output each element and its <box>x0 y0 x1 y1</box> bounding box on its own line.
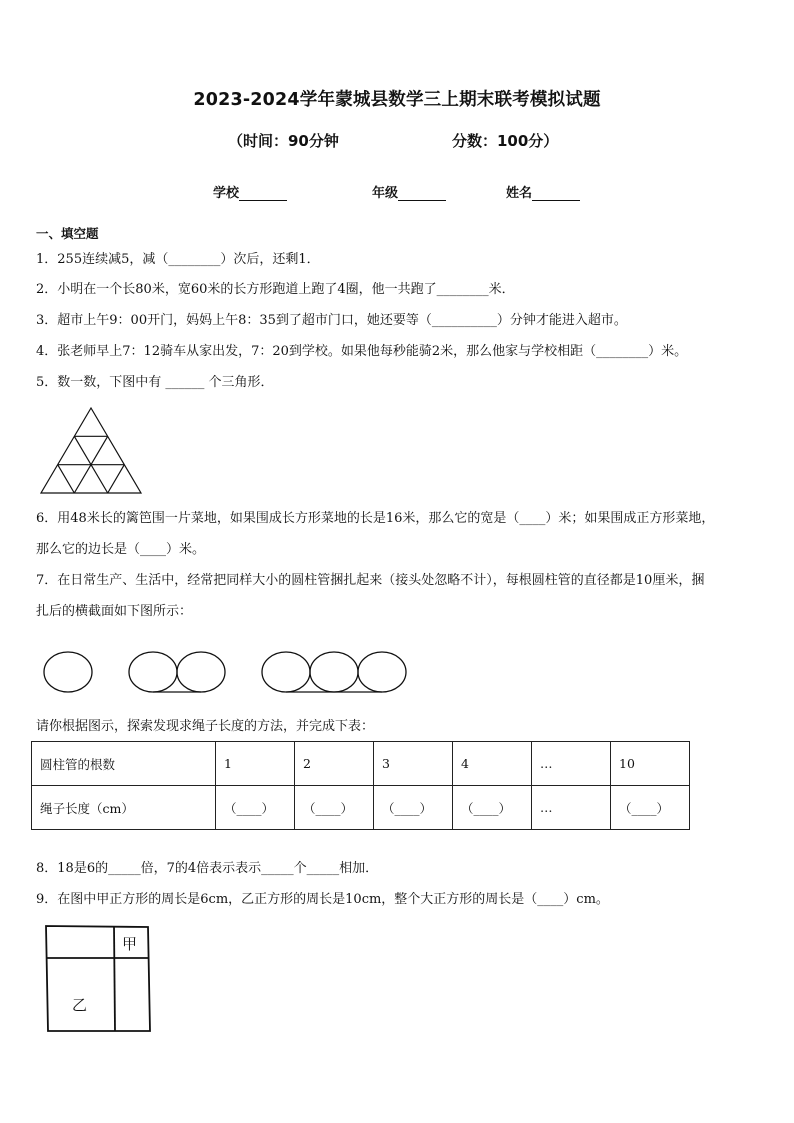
question-7-line-2: 扎后的横截面如下图所示： <box>36 604 193 619</box>
table-cell: （____） <box>453 786 532 830</box>
label-jia: 甲 <box>122 935 138 953</box>
table-cell: 3 <box>374 742 453 786</box>
triangle-figure <box>38 406 144 496</box>
question-1: 1．255连续减5，减（________）次后，还剩1． <box>36 252 320 267</box>
question-9: 9．在图中甲正方形的周长是6cm，乙正方形的周长是10cm，整个大正方形的周长是（____）cm。 <box>36 892 609 907</box>
table-cell: 10 <box>611 742 690 786</box>
table-cell: 1 <box>216 742 295 786</box>
school-label: 学校 <box>213 186 240 201</box>
table-cell: （____） <box>295 786 374 830</box>
grade-label: 年级 <box>372 186 399 201</box>
square-figure <box>42 922 154 1034</box>
question-8: 8．18是6的_____倍，7的4倍表示表示_____个_____相加． <box>36 861 379 876</box>
pipe-circle-single <box>44 652 92 692</box>
question-6-line-2: 那么它的边长是（____）米。 <box>36 542 206 557</box>
table-cell: （____） <box>374 786 453 830</box>
question-6-line-1: 6．用48米长的篱笆围一片菜地，如果围成长方形菜地的长是16米，那么它的宽是（____）米；如果围成正方形菜地， <box>36 511 715 526</box>
table-header-cell: 圆柱管的根数 <box>32 742 216 786</box>
table-cell: （____） <box>216 786 295 830</box>
name-blank <box>532 188 580 201</box>
pipe-circle-pair-1 <box>129 652 177 692</box>
pipe-circle-triple-1 <box>262 652 310 692</box>
question-2: 2．小明在一个长80米，宽60米的长方形跑道上跑了4圈，他一共跑了________米． <box>36 282 515 297</box>
pipe-circle-triple-3 <box>358 652 406 692</box>
table-row <box>32 786 690 830</box>
name-label: 姓名 <box>506 186 533 201</box>
total-score: 分数：100分） <box>452 132 559 150</box>
page-title: 2023-2024学年蒙城县数学三上期末联考模拟试题 <box>193 90 601 110</box>
time-limit: （时间：90分钟 <box>228 132 339 150</box>
pipe-circle-triple-2 <box>310 652 358 692</box>
question-3: 3．超市上午9：00开门，妈妈上午8：35到了超市门口，她还要等（__________）分钟才能进入超市。 <box>36 313 627 328</box>
question-4: 4．张老师早上7：12骑车从家出发，7：20到学校。如果他每秒能骑2米，那么他家与学校相距（________）米。 <box>36 344 688 359</box>
pipe-bundle-figure <box>40 648 410 696</box>
table-row <box>32 742 690 786</box>
name-field <box>506 182 580 201</box>
grade-field <box>372 182 446 201</box>
school-blank <box>239 188 287 201</box>
grade-blank <box>398 188 446 201</box>
table-cell: 2 <box>295 742 374 786</box>
table-cell: … <box>532 742 611 786</box>
school-field <box>213 182 287 201</box>
rope-length-table <box>31 741 690 830</box>
question-7-line-1: 7．在日常生产、生活中，经常把同样大小的圆柱管捆扎起来（接头处忽略不计），每根圆柱管的直径都是10厘米，捆 <box>36 573 705 588</box>
table-header-cell: 绳子长度（cm） <box>32 786 216 830</box>
pipe-circle-pair-2 <box>177 652 225 692</box>
table-cell: （____） <box>611 786 690 830</box>
question-7-instruction: 请你根据图示，探索发现求绳子长度的方法，并完成下表： <box>36 719 375 734</box>
question-5: 5．数一数，下图中有 ______ 个三角形． <box>36 375 274 390</box>
table-cell: 4 <box>453 742 532 786</box>
table-cell: … <box>532 786 611 830</box>
section-heading: 一、填空题 <box>36 226 99 241</box>
label-yi: 乙 <box>72 996 88 1014</box>
